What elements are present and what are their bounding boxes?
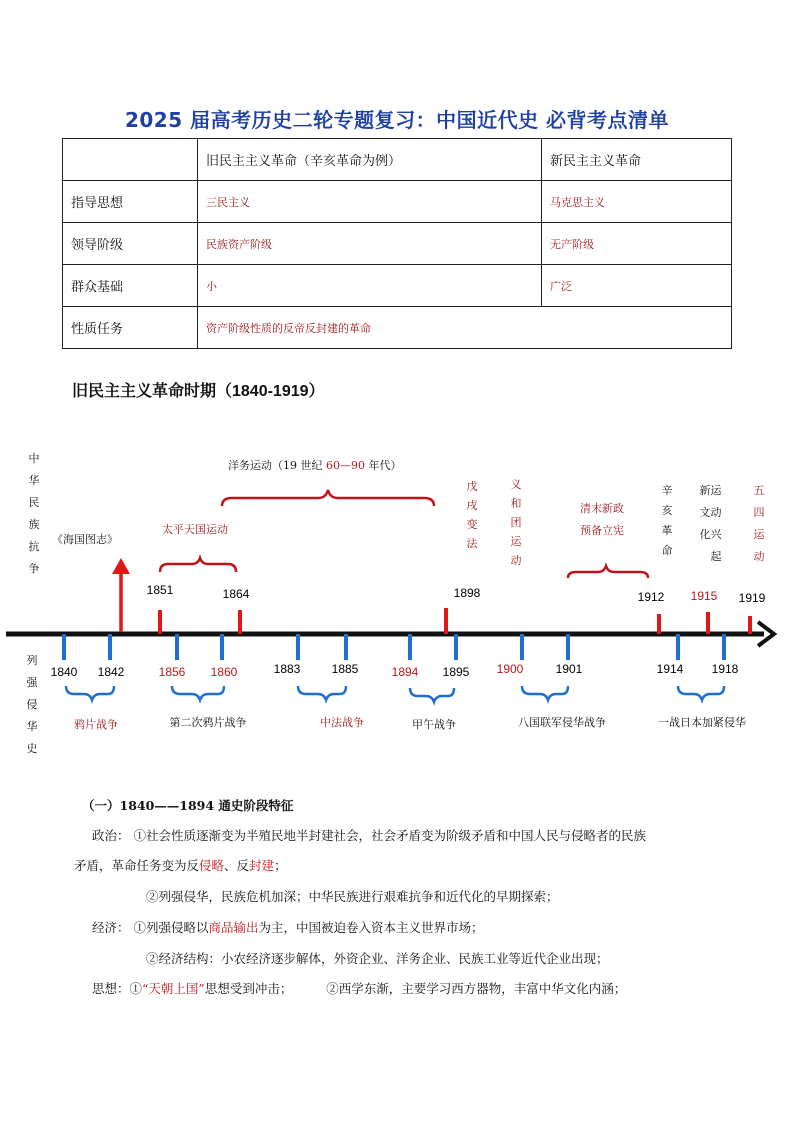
jiawu-brace <box>410 688 454 702</box>
xinhai-label-char: 革 <box>661 524 673 537</box>
yangwu-brace <box>222 490 434 506</box>
politics-point-1b-end: ； <box>274 858 287 873</box>
left-label-bottom-char: 华 <box>26 720 38 733</box>
old-revolution-cell: 资产阶级性质的反帝反封建的革命 <box>198 307 732 349</box>
wusi-label-char: 五 <box>753 484 765 497</box>
left-label-top-group <box>29 451 40 575</box>
yihetuan-label-char: 运 <box>510 535 522 548</box>
yizhan-brace <box>678 686 724 700</box>
top-year: 1915 <box>690 589 718 603</box>
yihetuan-label-char: 动 <box>510 554 522 567</box>
keyword-celestial-empire: “天朝上国” <box>142 981 205 996</box>
section-title: 旧民主主义革命时期（1840-1919） <box>72 383 325 400</box>
table-row <box>63 265 732 307</box>
thought-line <box>92 979 626 997</box>
dierci-label: 第二次鸦片战争 <box>169 716 247 729</box>
politics-point-1b-mid: 、反 <box>224 858 250 873</box>
politics-point-2: ②列强侵华，民族危机加深；中华民族进行艰难抗争和近代化的早期探索； <box>146 889 559 904</box>
keyword-feudal: 封建 <box>249 858 275 873</box>
wusi-label-char: 动 <box>753 550 765 563</box>
economy-point-1-pre: ①列强侵略以 <box>133 920 209 935</box>
bottom-year: 1895 <box>442 665 470 679</box>
xinwenhua-label-char: 新 <box>699 484 711 497</box>
left-label-bottom-group <box>27 653 39 755</box>
keyword-commodity-export: 商品输出 <box>208 920 259 935</box>
yapian-label: 鸦片战争 <box>74 718 118 731</box>
taiping-brace <box>160 558 236 572</box>
page-title: 2025 届高考历史二轮专题复习：中国近代史 必背考点清单 <box>124 108 670 132</box>
left-label-top-char: 华 <box>28 474 40 487</box>
politics-line-2 <box>74 856 287 874</box>
bottom-year: 1901 <box>555 662 583 676</box>
thought-label: 思想： <box>92 981 130 996</box>
bottom-year: 1840 <box>50 665 78 679</box>
left-label-bottom-char: 侵 <box>26 698 38 711</box>
comparison-table <box>62 138 732 349</box>
left-label-top-char: 中 <box>28 452 40 465</box>
bottom-year: 1894 <box>391 665 419 679</box>
yangwu-label-years: 60—90 <box>326 459 365 472</box>
xinwenhua-label-char: 动 <box>710 506 722 519</box>
wusi-label-char: 运 <box>753 528 765 541</box>
qingmo-label: 清末新政 <box>580 502 624 515</box>
row-label: 指导思想 <box>63 181 198 223</box>
wuxu-label-char: 戊 <box>466 480 478 493</box>
taiping-label: 太平天国运动 <box>162 523 228 536</box>
bottom-year: 1885 <box>331 662 359 676</box>
history-timeline <box>0 430 794 760</box>
xinwenhua-label-char: 文 <box>699 506 711 519</box>
baguo-brace <box>522 686 568 700</box>
economy-point-2: ②经济结构：小农经济逐步解体，外资企业、洋务企业、民族工业等近代企业出现； <box>146 951 609 966</box>
new-revolution-cell: 马克思主义 <box>542 181 732 223</box>
top-year: 1919 <box>738 591 766 605</box>
keyword-invasion: 侵略 <box>199 858 225 873</box>
economy-point-1-end: 为主，中国被迫卷入资本主义世界市场； <box>258 920 484 935</box>
yihetuan-label-char: 义 <box>510 478 522 491</box>
old-revolution-cell: 三民主义 <box>198 181 542 223</box>
xinhai-label-char: 亥 <box>661 504 673 517</box>
row-label: 群众基础 <box>63 265 198 307</box>
bottom-year: 1918 <box>711 662 739 676</box>
xinwenhua-label-char: 化 <box>699 528 711 541</box>
top-year: 1864 <box>222 587 250 601</box>
zhongfa-label: 中法战争 <box>320 716 364 729</box>
yihetuan-label-char: 和 <box>510 497 522 510</box>
yangwu-label-post: 年代） <box>368 459 402 472</box>
politics-point-1a: ①社会性质逐渐变为半殖民地半封建社会，社会矛盾变为阶级矛盾和中国人民与侵略者的民族 <box>133 828 647 843</box>
economy-label: 经济： <box>92 920 130 935</box>
yihetuan-label-char: 团 <box>510 516 522 529</box>
bottom-year: 1842 <box>97 665 125 679</box>
qingmo-brace <box>568 566 648 578</box>
xinwenhua-label-char: 运 <box>710 484 722 497</box>
xinwenhua-label-char: 兴 <box>710 528 722 541</box>
left-label-bottom-char: 强 <box>26 676 38 689</box>
table-header-cell: 新民主主义革命 <box>542 139 732 181</box>
thought-point-1-end: 思想受到冲击； <box>204 981 293 996</box>
left-label-top-char: 族 <box>28 518 40 531</box>
arrow-up-icon <box>112 558 130 574</box>
bottom-year: 1914 <box>656 662 684 676</box>
xinhai-label-char: 命 <box>661 544 673 557</box>
table-row <box>63 181 732 223</box>
left-label-top-char: 民 <box>28 496 40 509</box>
dierci-brace <box>172 686 224 700</box>
yubei-label: 预备立宪 <box>580 524 624 537</box>
row-label: 领导阶级 <box>63 223 198 265</box>
new-revolution-cell: 无产阶级 <box>542 223 732 265</box>
table-header-cell: 旧民主主义革命（辛亥革命为例） <box>198 139 542 181</box>
table-header-row <box>63 139 732 181</box>
xinwenhua-label-char: 起 <box>710 550 722 563</box>
baguo-label: 八国联军侵华战争 <box>518 716 606 729</box>
left-label-top-char: 争 <box>28 562 40 575</box>
top-year: 1912 <box>637 590 665 604</box>
row-label: 性质任务 <box>63 307 198 349</box>
table-row <box>63 223 732 265</box>
top-year: 1898 <box>453 586 481 600</box>
wuxu-label-char: 法 <box>466 537 478 550</box>
left-label-bottom-char: 列 <box>26 654 38 667</box>
xinhai-label-char: 辛 <box>661 484 673 497</box>
yangwu-label <box>228 458 402 472</box>
vertical-event-labels <box>467 478 766 567</box>
table-header-cell <box>63 139 198 181</box>
politics-point-1b: 矛盾，革命任务变为反 <box>74 858 200 873</box>
politics-line-1 <box>92 826 646 844</box>
bottom-year: 1860 <box>210 665 238 679</box>
thought-point-2: ②西学东渐，主要学习西方器物，丰富中华文化内涵； <box>326 981 627 996</box>
yizhan-label: 一战日本加紧侵华 <box>658 716 746 729</box>
new-revolution-cell: 广泛 <box>542 265 732 307</box>
jiawu-label: 甲午战争 <box>412 718 456 731</box>
bottom-year: 1883 <box>273 662 301 676</box>
notes-heading: （一）1840——1894 通史阶段特征 <box>82 798 294 813</box>
bottom-year: 1856 <box>158 665 186 679</box>
left-label-bottom-char: 史 <box>26 742 38 755</box>
bottom-year: 1900 <box>496 662 524 676</box>
yapian-brace <box>66 686 114 700</box>
wuxu-label-char: 变 <box>466 518 478 531</box>
wusi-label-char: 四 <box>753 506 765 519</box>
yangwu-label-pre: 洋务运动（19 世纪 <box>228 459 326 472</box>
old-revolution-cell: 小 <box>198 265 542 307</box>
haiguo-label: 《海国图志》 <box>52 533 118 546</box>
wuxu-label-char: 戌 <box>466 499 478 512</box>
old-revolution-cell: 民族资产阶级 <box>198 223 542 265</box>
top-year: 1851 <box>146 583 174 597</box>
economy-line-1 <box>92 918 484 936</box>
politics-label: 政治： <box>92 828 130 843</box>
left-label-top-char: 抗 <box>28 540 40 553</box>
table-row <box>63 307 732 349</box>
zhongfa-brace <box>298 686 346 700</box>
thought-point-1-pre: ① <box>129 981 143 996</box>
